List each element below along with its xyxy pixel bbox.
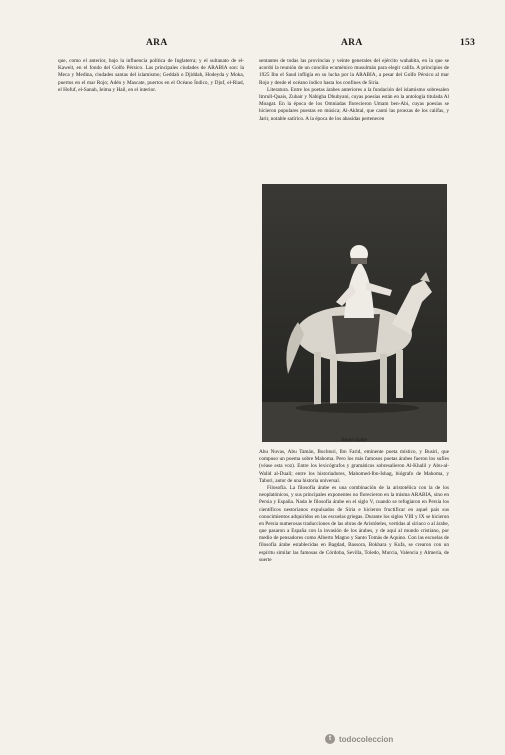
right-text-column-bottom [259, 449, 449, 727]
horseman-illustration [262, 184, 447, 442]
running-header-left: ARA [146, 38, 168, 48]
watermark-logo-icon: t [325, 734, 335, 744]
paragraph: que, como el anterior, bajo la influencia política de Inglaterra; y el sultanato de el-Kaweit, en el fondo del Golfo Pérsico. Las principales ciudades de ARABIA son: la Meca y Medina, ciudades santas del islamismo; Geddah o Djiddah, Hodeyda y Moka, puertos en el mar Rojo; Adén y Mascate, puertos en el Océano Índico, y Djuf, el-Riad, el Hofuf, el-Sanah, Ieima y Hail, en el interior. [58, 58, 244, 93]
page-number: 153 [460, 38, 476, 48]
paragraph: Literatura. Entre los poetas árabes anteriores a la fundación del islamismo sobresalen Imrull-Quais, Zubair y Nabigha Dhubyani, cuyas poesías están en la antología titulada Al Moagat. En la época de los Omniadas florecieron Umam ben-Abi, cuyas poesías se hicieron populares puestas en música; Al-Akhtal, que cantó las proezas de los califas, y Jarir, notable satírico. A la época de los abasidas pertenecen [259, 86, 449, 122]
paragraph: sentantes de todas las provincias y veinte generales del ejército wahabita, en la que se acordó la reunión de un concilio ecuménico musulmán para elegir califa. A principios de 1925 Ibn el Saud infligía en su lucha por la ARABIA, a pesar del Golfo Pérsico al mar Rojo y desde el océano índico hasta los confines de Siria. [259, 58, 449, 86]
left-text-column [58, 58, 244, 726]
figure-caption: Jinete árabe [340, 437, 368, 443]
running-header-right: ARA [341, 38, 363, 48]
watermark-label: todocoleccion [339, 734, 394, 744]
right-text-column-top [259, 58, 449, 172]
paragraph: Abu Nuvas, Abu Tamán, Buchturi, Ibn Farid, eminente poeta místico, y Busiri, que compuso un poema sobre Mahoma. Pero los más famosos poetas árabes fueron los sufíes (véase esta voz). Entre los lexicógrafos y gramáticos sobresalieron Al-Khalil y Abu-al-Walid al-Duali; entre los historiadores, Mahomed-Ibn-Ishag, biógrafo de Mahoma, y Tabori, autor de una historia universal. [259, 449, 449, 484]
paragraph: Filosofía. La filosofía árabe es una combinación de la aristotélica con la de los neoplatónicos, y sus principales exponentes no florecieron en la misma ARABIA, sino en Persia y España. Nada le filosofía árabe en el siglo V, cuando se refugiaron en Persia los científicos nestorianos expulsados de Siria e hicieron fructificar en aquel país sus conocimientos adquiridos en las escuelas griegas. Durante los siglos VIII y IX se hicieron en Persia numerosas traducciones de las obras de Aristóteles, vertidas al siriaco o al árabe, que pasaron a España con la invasión de los árabes, y de aquí al mundo cristiano, por medio de pensadores como Alberto Magno y Santo Tomás de Aquino. Con las escuelas de filosofía árabe establecidas en Bagdad, Bassora, Bokhara y Kufa, se crearon con un espíritu similar las famosas de Córdoba, Sevilla, Toledo, Murcia, Valencia y Almería, de suerte [259, 484, 449, 563]
horseman-photo [262, 184, 447, 442]
watermark [325, 733, 470, 745]
